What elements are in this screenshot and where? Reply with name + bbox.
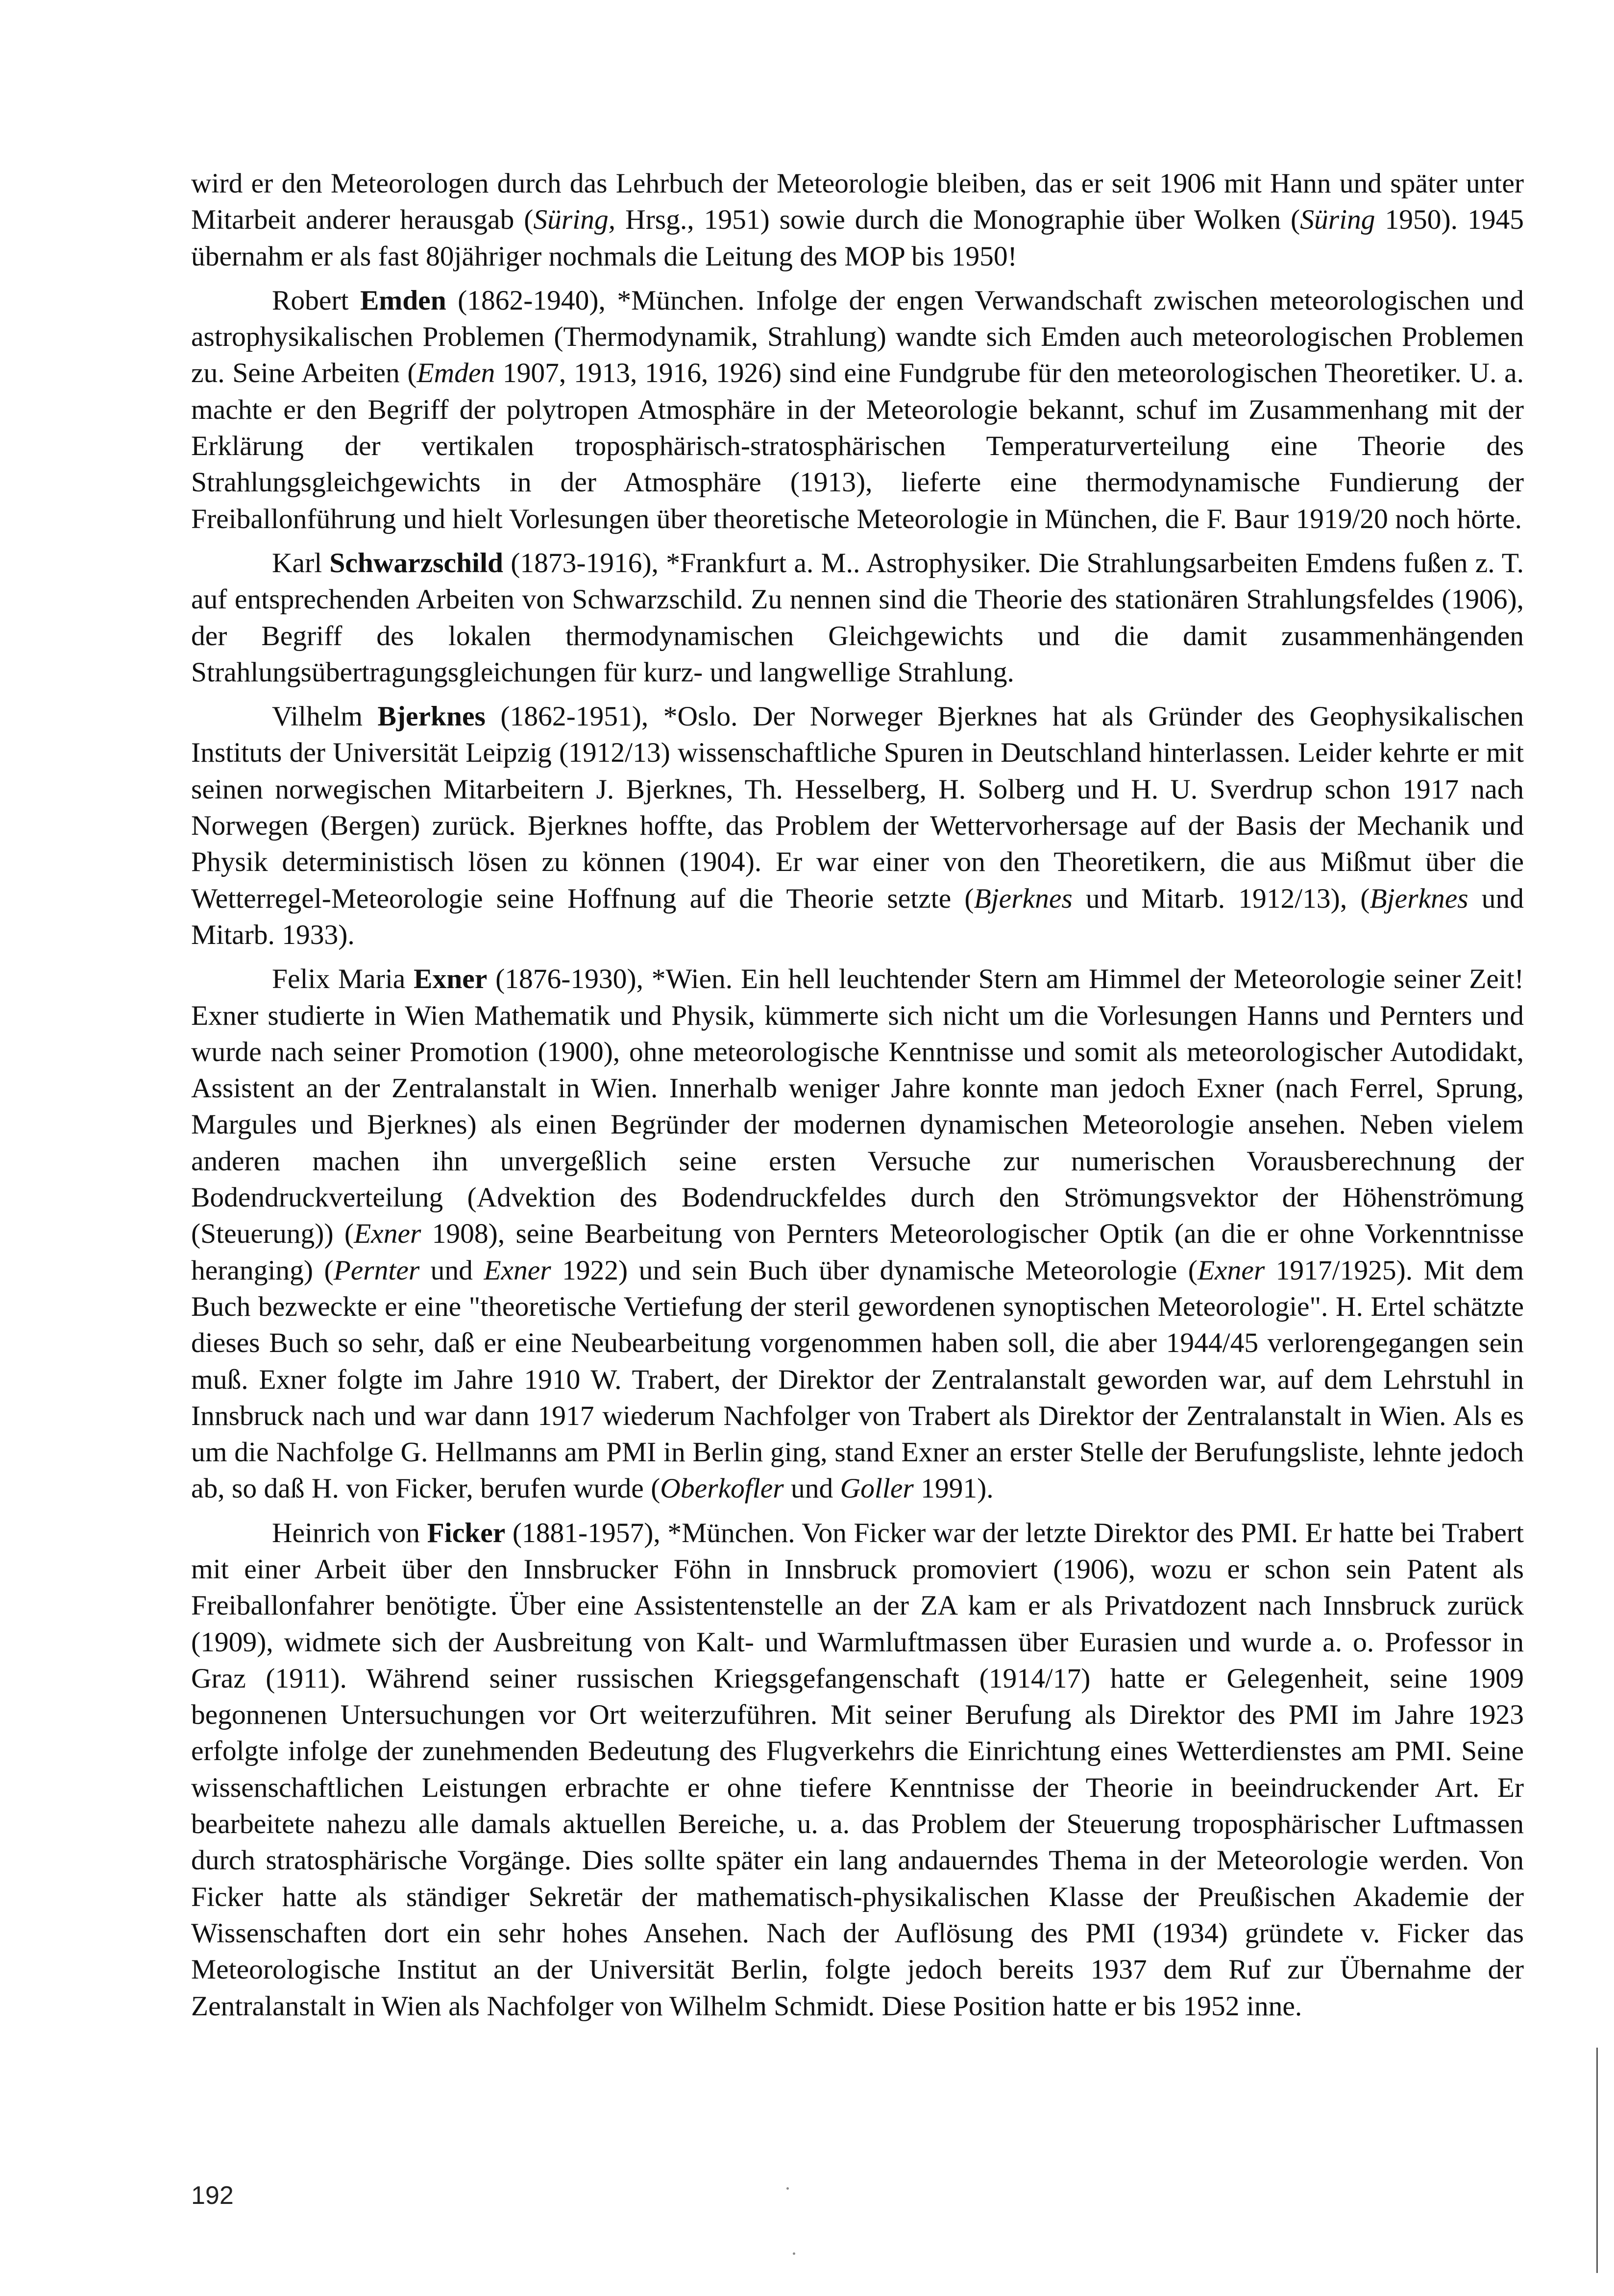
scan-edge-line xyxy=(1596,2048,1598,2273)
text-run: und Mitarb. 1933). xyxy=(191,883,1524,950)
text-run: und xyxy=(783,1473,840,1504)
text-run: (1881-1957), *München. Von Ficker war der letzte Direktor des PMI. Er hatte bei Trabert mit einer Arbeit über den Innsbrucker Föhn in Innsbruck promoviert (1906), wozu er schon sein Patent als Freiballonfahrer benötigte. Über eine Assistentenstelle an der ZA kam er als Privatdozent nach Innsbruck zurück (1909), widmete sich der Ausbreitung von Kalt- und Warmluftmassen über Eurasien und wurde a. o. Professor in Graz (1911). Während seiner russischen Kriegsgefangenschaft (1914/17) hatte er Gelegenheit, seine 1909 begonnenen Untersuchungen vor Ort weiterzuführen. Mit seiner Berufung als Direktor des PMI im Jahre 1923 erfolgte infolge der zunehmenden Bedeutung des Flugverkehrs die Einrichtung eines Wetterdienstes am PMI. Seine wissenschaftlichen Leistungen erbrachte er ohne tiefere Kenntnisse der Theorie in beeindruckender Art. Er bearbeitete nahezu alle damals aktuellen Bereiche, u. a. das Problem der Steuerung troposphärischer Luftmassen durch stratosphärische Vorgänge. Dies sollte später ein lang andauerndes Thema in der Meteorologie werden. Von Ficker hatte als ständiger Sekretär der mathematisch-physikalischen Klasse der Preußischen Akademie der Wissenschaften dort ein sehr hohes Ansehen. Nach der Auflösung des PMI (1934) gründete v. Ficker das Meteorologische Institut an der Universität Berlin, folgte jedoch bereits 1937 dem Ruf zur Übernahme der Zentralanstalt in Wien als Nachfolger von Wilhelm Schmidt. Diese Position hatte er bis 1952 inne. xyxy=(191,1517,1524,2022)
paragraph-exner xyxy=(191,961,1524,1507)
citation-author: Pernter xyxy=(333,1255,420,1286)
text-run: Karl xyxy=(272,547,330,579)
citation-author: Süring, xyxy=(533,204,616,236)
paragraph-emden xyxy=(191,283,1524,537)
citation-author: Oberkofler xyxy=(660,1473,784,1504)
citation-author: Exner xyxy=(354,1218,421,1250)
citation-author: Süring xyxy=(1300,204,1375,236)
text-run: Heinrich von xyxy=(272,1517,427,1548)
text-run: Felix Maria xyxy=(272,964,414,995)
page-number: 192 xyxy=(191,2181,234,2210)
citation-author: Goller xyxy=(840,1473,914,1504)
body-text xyxy=(191,166,1524,2025)
paragraph-intro xyxy=(191,166,1524,275)
text-run: (1862-1951), *Oslo. Der Norweger Bjerknes hat als Gründer des Geophysikalischen Instituts der Universität Leipzig (1912/13) wissenschaftliche Spuren in Deutschland hinterlassen. Leider kehrte er mit seinen norwegischen Mitarbeitern J. Bjerknes, Th. Hesselberg, H. Solberg und H. U. Sverdrup schon 1917 nach Norwegen (Bergen) zurück. Bjerknes hoffte, das Problem der Wettervorhersage auf der Basis der Mechanik und Physik deterministisch lösen zu können (1904). Er war einer von den Theoretikern, die aus Mißmut über die Wetterregel-Meteorologie seine Hoffnung auf die Theorie setzte ( xyxy=(191,701,1524,914)
person-name: Emden xyxy=(360,285,446,316)
citation-author: Exner xyxy=(484,1255,551,1286)
person-name: Bjerknes xyxy=(377,701,486,732)
text-run: (1862-1940), *München. Infolge der engen Verwandschaft zwischen meteorologischen und astrophysikalischen Problemen (Thermodynamik, Strahlung) wandte sich Emden auch meteorologischen Problemen zu. Seine Arbeiten ( xyxy=(191,285,1524,389)
text-run: 1922) und sein Buch über dynamische Meteorologie ( xyxy=(551,1255,1198,1286)
citation-author: Emden xyxy=(416,358,495,389)
person-name: Ficker xyxy=(427,1517,506,1548)
text-run: 1950). 1945 übernahm er als fast 80jähriger nochmals die Leitung des MOP bis 1950! xyxy=(191,204,1524,272)
text-run: 1908), seine Bearbeitung von Pernters Meteorologischer Optik (an die er ohne Vorkenntnisse heranging) ( xyxy=(191,1218,1524,1286)
scan-speck xyxy=(786,2187,789,2190)
person-name: Exner xyxy=(414,964,488,995)
text-run: (1876-1930), *Wien. Ein hell leuchtender Stern am Himmel der Meteorologie seiner Zeit! Exner studierte in Wien Mathematik und Physik, kümmerte sich nicht um die Vorlesungen Hanns und Pernters und wurde nach seiner Promotion (1900), ohne meteorologische Kenntnisse und somit als meteorologischer Autodidakt, Assistent an der Zentralanstalt in Wien. Innerhalb weniger Jahre konnte man jedoch Exner (nach Ferrel, Sprung, Margules und Bjerknes) als einen Begründer der modernen dynamischen Meteorologie ansehen. Neben vielem anderen machen ihn unvergeßlich seine ersten Versuche zur numerischen Vorausberechnung der Bodendruckverteilung (Advektion des Bodendruckfeldes durch den Strömungsvektor der Höhenströmung (Steuerung)) ( xyxy=(191,964,1524,1250)
paragraph-schwarzschild xyxy=(191,545,1524,691)
person-name: Schwarzschild xyxy=(329,547,503,579)
text-run: und Mitarb. 1912/13), ( xyxy=(1072,883,1370,914)
text-run: 1991). xyxy=(913,1473,994,1504)
citation-author: Exner xyxy=(1197,1255,1265,1286)
text-run: (1873-1916), *Frankfurt a. M.. Astrophysiker. Die Strahlungsarbeiten Emdens fußen z. T. auf entsprechenden Arbeiten von Schwarzschild. Zu nennen sind die Theorie des stationären Strahlungsfeldes (1906), der Begriff des lokalen thermodynamischen Gleichgewichts und die damit zusammenhängenden Strahlungsübertragungsgleichungen für kurz- und langwellige Strahlung. xyxy=(191,547,1524,688)
text-run: Vilhelm xyxy=(272,701,378,732)
paragraph-bjerknes xyxy=(191,699,1524,953)
text-run: und xyxy=(419,1255,484,1286)
citation-author: Bjerknes xyxy=(974,883,1073,914)
citation-author: Bjerknes xyxy=(1369,883,1468,914)
text-run: Robert xyxy=(272,285,360,316)
scan-speck xyxy=(793,2252,795,2255)
text-run: 1907, 1913, 1916, 1926) sind eine Fundgrube für den meteorologischen Theoretiker. U. a. machte er den Begriff der polytropen Atmosphäre in der Meteorologie bekannt, schuf im Zusammenhang mit der Erklärung der vertikalen troposphärisch-stratosphärischen Temperaturverteilung eine Theorie des Strahlungsgleichgewichts in der Atmosphäre (1913), lieferte eine thermodynamische Fundierung der Freiballonführung und hielt Vorlesungen über theoretische Meteorologie in München, die F. Baur 1919/20 noch hörte. xyxy=(191,358,1524,534)
paragraph-ficker xyxy=(191,1515,1524,2025)
text-run: wird er den Meteorologen durch das Lehrbuch der Meteorologie bleiben, das er seit 1906 mit Hann und später unter Mitarbeit anderer herausgab ( xyxy=(191,168,1524,236)
text-run: Hrsg., 1951) sowie durch die Monographie über Wolken ( xyxy=(615,204,1300,236)
text-run: 1917/1925). Mit dem Buch bezweckte er eine "theoretische Vertiefung der steril gewordenen synoptischen Meteorologie". H. Ertel schätzte dieses Buch so sehr, daß er eine Neubearbeitung vorgenommen haben soll, die aber 1944/45 verlorengegangen sein muß. Exner folgte im Jahre 1910 W. Trabert, der Direktor der Zentralanstalt geworden war, auf dem Lehrstuhl in Innsbruck nach und war dann 1917 wiederum Nachfolger von Trabert als Direktor der Zentralanstalt in Wien. Als es um die Nachfolge G. Hellmanns am PMI in Berlin ging, stand Exner an erster Stelle der Berufungsliste, lehnte jedoch ab, so daß H. von Ficker, berufen wurde ( xyxy=(191,1255,1524,1504)
